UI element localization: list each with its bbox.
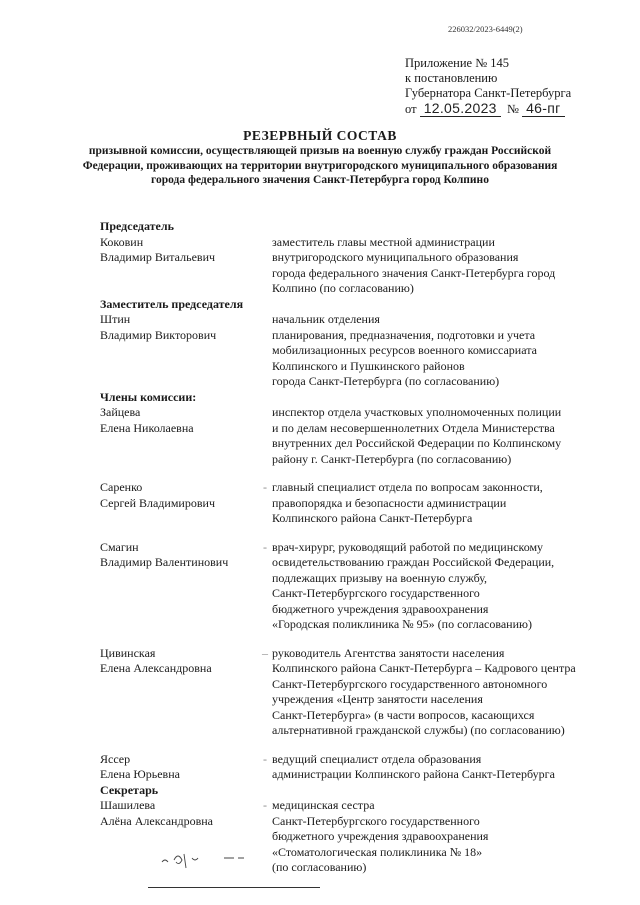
position-line: и по делам несовершеннолетних Отдела Министерства <box>272 420 555 435</box>
person-given-names: Елена Александровна <box>100 661 212 675</box>
dash: – <box>262 645 268 660</box>
roster <box>100 219 620 876</box>
position-line: (по согласованию) <box>272 860 367 874</box>
dash: - <box>263 539 267 554</box>
position-line: району г. Санкт-Петербурга (по согласованию) <box>272 451 512 466</box>
person-position <box>272 752 620 783</box>
footer-line <box>148 887 320 888</box>
person-surname: Зайцева <box>100 405 141 419</box>
person-given-names: Сергей Владимирович <box>100 495 215 510</box>
position-line: «Стоматологическая поликлиника № 18» <box>272 844 483 859</box>
person-name <box>100 540 258 633</box>
appendix-line: Приложение № 145 <box>405 56 510 70</box>
position-line: Колпинского района Санкт-Петербурга <box>272 511 473 525</box>
person-position <box>272 405 620 467</box>
position-line: Колпинского и Пушкинского районов <box>272 358 465 373</box>
person-position <box>272 798 620 876</box>
person-given-names: Алёна Александровна <box>100 813 213 828</box>
person-position <box>272 312 620 390</box>
person-name <box>100 752 258 783</box>
position-line: ведущий специалист отдела образования <box>272 751 482 766</box>
person-given-names: Елена Юрьевна <box>100 767 180 781</box>
person-position <box>272 480 620 527</box>
person-surname: Саренко <box>100 480 143 494</box>
governor-line: Губернатора Санкт-Петербурга <box>405 86 572 100</box>
dash <box>258 405 272 467</box>
dash: - <box>263 751 267 766</box>
position-line: Колпино (по согласованию) <box>272 281 414 295</box>
dash <box>258 235 272 297</box>
document-subtitle: призывной комиссии, осуществляющей призыв на военную службу граждан Российской Федерации, проживающих на территории внутригородского муниципального образования города федерального значения Санкт-Петербурга город Колпино <box>82 145 558 186</box>
secretary-heading: Секретарь <box>100 782 159 797</box>
person-name <box>100 405 258 467</box>
chairman-entry <box>100 235 620 297</box>
member-entry <box>100 405 620 467</box>
document-title: РЕЗЕРВНЫЙ СОСТАВ <box>243 128 397 143</box>
person-surname: Шашилева <box>100 798 156 812</box>
number-prefix: № <box>507 102 519 116</box>
person-given-names: Владимир Витальевич <box>100 250 216 264</box>
date-number-line <box>405 101 571 117</box>
person-surname: Коковин <box>100 234 144 249</box>
member-entry <box>100 752 620 783</box>
members-heading: Члены комиссии: <box>100 389 197 404</box>
dash: - <box>263 798 267 812</box>
person-given-names: Владимир Валентинович <box>100 555 229 569</box>
position-line: учреждения «Центр занятости населения <box>272 692 483 706</box>
position-line: бюджетного учреждения здравоохранения <box>272 601 489 616</box>
position-line: инспектор отдела участковых уполномоченных полиции <box>272 405 562 419</box>
position-line: Санкт-Петербурга» (в части вопросов, касающихся <box>272 707 535 722</box>
position-line: планирования, предназначения, подготовки и учета <box>272 327 536 342</box>
position-line: Санкт-Петербургского государственного автономного <box>272 676 548 691</box>
decree-number: 46-пг <box>522 100 564 117</box>
member-entry <box>100 540 620 633</box>
position-line: руководитель Агентства занятости населения <box>272 645 505 660</box>
position-line: подлежащих призыву на военную службу, <box>272 570 488 585</box>
position-line: медицинская сестра <box>272 798 375 812</box>
member-entry <box>100 646 620 739</box>
decree-line: к постановлению <box>405 71 498 85</box>
document-id: 226032/2023-6449(2) <box>448 24 523 34</box>
person-name <box>100 480 258 527</box>
person-surname: Смагин <box>100 539 139 554</box>
person-given-names: Елена Николаевна <box>100 420 194 435</box>
position-line: внутренних дел Российской Федерации по Колпинскому <box>272 436 562 450</box>
dash <box>258 312 272 390</box>
dash: - <box>263 480 267 494</box>
position-line: Санкт-Петербургского государственного <box>272 813 480 828</box>
deputy-entry <box>100 312 620 390</box>
position-line: бюджетного учреждения здравоохранения <box>272 829 489 843</box>
position-line: врач-хирург, руководящий работой по медицинскому <box>272 539 544 554</box>
position-line: города Санкт-Петербурга (по согласованию) <box>272 374 500 388</box>
position-line: Санкт-Петербургского государственного <box>272 586 480 600</box>
chairman-heading: Председатель <box>100 219 174 233</box>
decree-date: 12.05.2023 <box>420 100 501 117</box>
person-position <box>272 646 620 739</box>
person-surname: Цивинская <box>100 645 156 660</box>
person-name <box>100 235 258 297</box>
position-line: главный специалист отдела по вопросам законности, <box>272 480 543 494</box>
position-line: Колпинского района Санкт-Петербурга – Кадрового центра <box>272 661 576 675</box>
person-surname: Яссер <box>100 751 131 766</box>
position-line: города федерального значения Санкт-Петербурга город <box>272 265 556 280</box>
position-line: освидетельствованию граждан Российской Федерации, <box>272 555 555 569</box>
person-given-names: Владимир Викторович <box>100 327 217 342</box>
person-surname: Штин <box>100 312 131 326</box>
appendix-block <box>405 56 571 117</box>
member-entry <box>100 480 620 527</box>
position-line: альтернативной гражданской службы) (по согласованию) <box>272 723 565 737</box>
position-line: администрации Колпинского района Санкт-Петербурга <box>272 767 555 781</box>
position-line: «Городская поликлиника № 95» (по согласованию) <box>272 617 532 631</box>
person-name <box>100 646 258 739</box>
person-name <box>100 312 258 390</box>
person-position <box>272 540 620 633</box>
position-line: внутригородского муниципального образования <box>272 250 519 264</box>
position-line: заместитель главы местной администрации <box>272 234 495 249</box>
position-line: правопорядка и безопасности администрации <box>272 495 507 510</box>
person-position <box>272 235 620 297</box>
date-prefix: от <box>405 102 417 116</box>
position-line: мобилизационных ресурсов военного комиссариата <box>272 343 537 357</box>
deputy-heading: Заместитель председателя <box>100 296 244 311</box>
position-line: начальник отделения <box>272 312 380 326</box>
handwritten-mark <box>160 848 250 872</box>
